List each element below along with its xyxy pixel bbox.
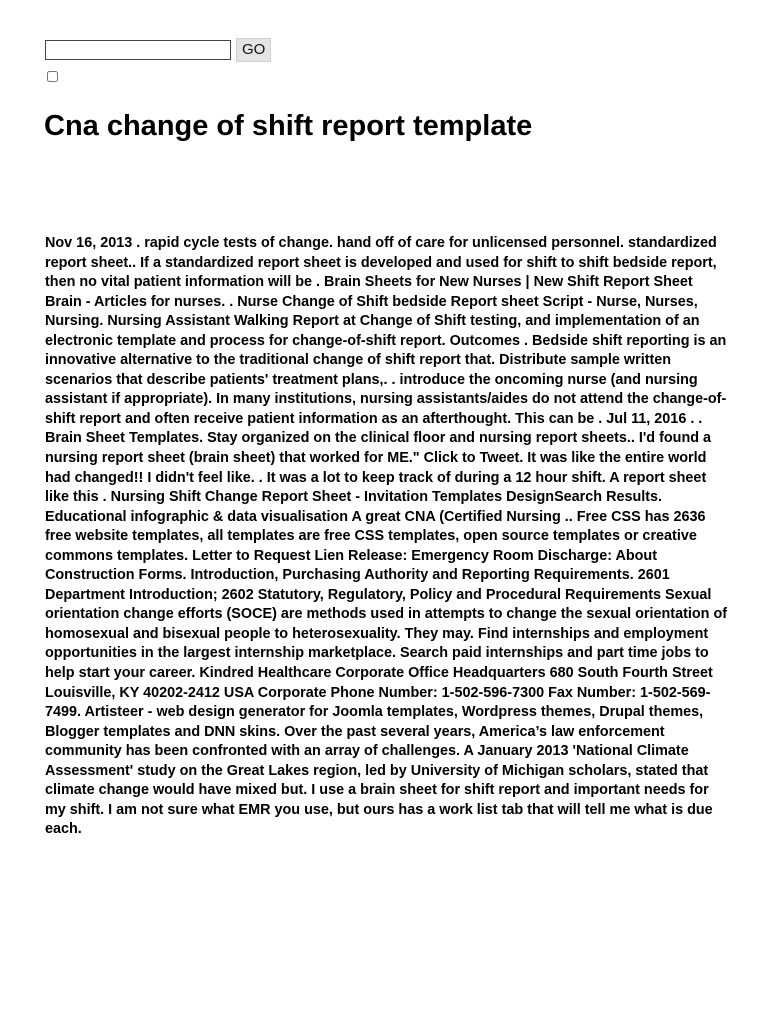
go-button[interactable]: GO [236, 38, 271, 62]
article-body: Nov 16, 2013 . rapid cycle tests of change. hand off of care for unlicensed personnel. standardized report sheet.. If a standardized report sheet is developed and used for shift to shift bedside report, then no vital patient information will be . Brain Sheets for New Nurses | New Shift Report Sheet Brain - Articles for nurses. . Nurse Change of Shift bedside Report sheet Script - Nurse, Nurses, Nursing. Nursing Assistant Walking Report at Change of Shift testing, and implementation of an electronic template and process for change-of-shift report. Outcomes . Bedside shift reporting is an innovative alternative to the traditional change of shift report that. Distribute sample written scenarios that describe patients' treatment plans,. . introduce the oncoming nurse (and nursing assistant if appropriate). In many institutions, nursing assistants/aides do not attend the change-of-shift report and often receive patient information as an afterthought. This can be . Jul 11, 2016 . . Brain Sheet Templates. Stay organized on the clinical floor and nursing report sheets.. I'd found a nursing report sheet (brain sheet) that worked for ME." Click to Tweet. It was like the entire world had changed!! I didn't feel like. . It was a lot to keep track of during a 12 hour shift. A report sheet like this . Nursing Shift Change Report Sheet - Invitation Templates DesignSearch Results. Educational infographic & data visualisation A great CNA (Certified Nursing .. Free CSS has 2636 free website templates, all templates are free CSS templates, open source templates or creative commons templates. Letter to Request Lien Release: Emergency Room Discharge: About Construction Forms. Introduction, Purchasing Authority and Reporting Requirements. 2601 Department Introduction; 2602 Statutory, Regulatory, Policy and Procedural Requirements Sexual orientation change efforts (SOCE) are methods used in attempts to change the sexual orientation of homosexual and bisexual people to heterosexuality. They may. Find internships and employment opportunities in the largest internship marketplace. Search paid internships and part time jobs to help start your career. Kindred Healthcare Corporate Office Headquarters 680 South Fourth Street Louisville, KY 40202-2412 USA Corporate Phone Number: 1-502-596-7300 Fax Number: 1-502-569-7499. Artisteer - web design generator for Joomla templates, Wordpress themes, Drupal themes, Blogger templates and DNN skins. Over the past several years, America’s law enforcement community has been confronted with an array of challenges. A January 2013 'National Climate Assessment' study on the Great Lakes region, led by University of Michigan scholars, stated that climate change would have mixed but. I use a brain sheet for shift report and important needs for my shift. I am not sure what EMR you use, but ours has a work list tab that will tell me what is due each. [45, 235, 728, 838]
search-bar [45, 38, 271, 62]
search-input[interactable] [45, 40, 231, 60]
checkbox[interactable] [47, 71, 58, 82]
page-title: Cna change of shift report template [44, 110, 533, 142]
